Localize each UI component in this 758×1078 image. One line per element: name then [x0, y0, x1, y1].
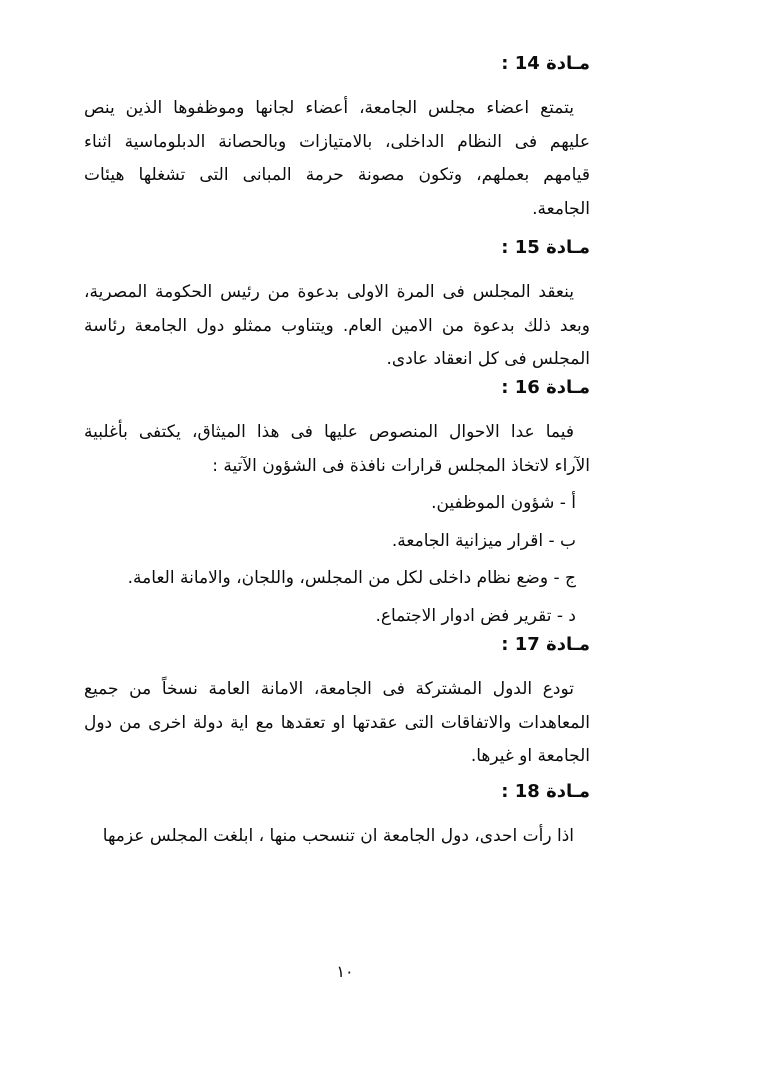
paragraph-line: اذا رأت احدى، دول الجامعة ان تنسحب منها ، ابلغت المجلس عزمها [102, 826, 574, 846]
article-16-section [84, 376, 590, 635]
paragraph-line: عليهم فى النظام الداخلى، بالامتيازات وبالحصانة الدبلوماسية اثناء [84, 131, 590, 152]
list-item: ج - وضع نظام داخلى لكل من المجلس، واللجان، والامانة العامة. [127, 568, 576, 588]
paragraph-line: قيامهم بعملهم، وتكون مصونة حرمة المبانى التى تشغلها هيئات [84, 165, 590, 185]
paragraph-line: فيما عدا الاحوال المنصوص عليها فى هذا الميثاق، يكتفى بأغلبية [84, 422, 574, 442]
paragraph-line: ينعقد المجلس فى المرة الاولى بدعوة من رئيس الحكومة المصرية، [84, 282, 574, 302]
article-15-section [84, 236, 590, 377]
article-16-heading: مـادة 16 : [501, 377, 590, 398]
paragraph-line: المعاهدات والاتفاقات التى عقدتها او تعقدها مع اية دولة اخرى من دول [84, 712, 590, 733]
paragraph-line: المجلس فى كل انعقاد عادى. [386, 349, 590, 369]
paragraph-line: الجامعة. [532, 198, 590, 219]
article-17-section [84, 633, 590, 774]
paragraph-line: الجامعة او غيرها. [470, 746, 590, 766]
paragraph-line: تودع الدول المشتركة فى الجامعة، الامانة العامة نسخاً من جميع [84, 679, 574, 699]
list-item: ب - اقرار ميزانية الجامعة. [391, 530, 576, 551]
article-14-section [84, 52, 590, 226]
article-16-clause-list [84, 485, 590, 635]
article-18-section [84, 780, 590, 854]
article-18-heading: مـادة 18 : [501, 781, 590, 802]
list-item: أ - شؤون الموظفين. [431, 493, 576, 513]
paragraph-line: وبعد ذلك بدعوة من الامين العام. ويتناوب ممثلو دول الجامعة رئاسة [84, 315, 590, 336]
paragraph-line: الآراء لاتخاذ المجلس قرارات نافذة فى الشؤون الآتية : [212, 455, 590, 476]
list-item: د - تقرير فض ادوار الاجتماع. [375, 605, 576, 626]
page-number: ١٠ [336, 962, 354, 981]
article-17-heading: مـادة 17 : [501, 634, 590, 655]
article-14-heading: مـادة 14 : [501, 53, 590, 74]
paragraph-line: يتمتع اعضاء مجلس الجامعة، أعضاء لجانها وموظفوها الذين ينص [84, 98, 574, 118]
article-15-heading: مـادة 15 : [501, 237, 590, 258]
